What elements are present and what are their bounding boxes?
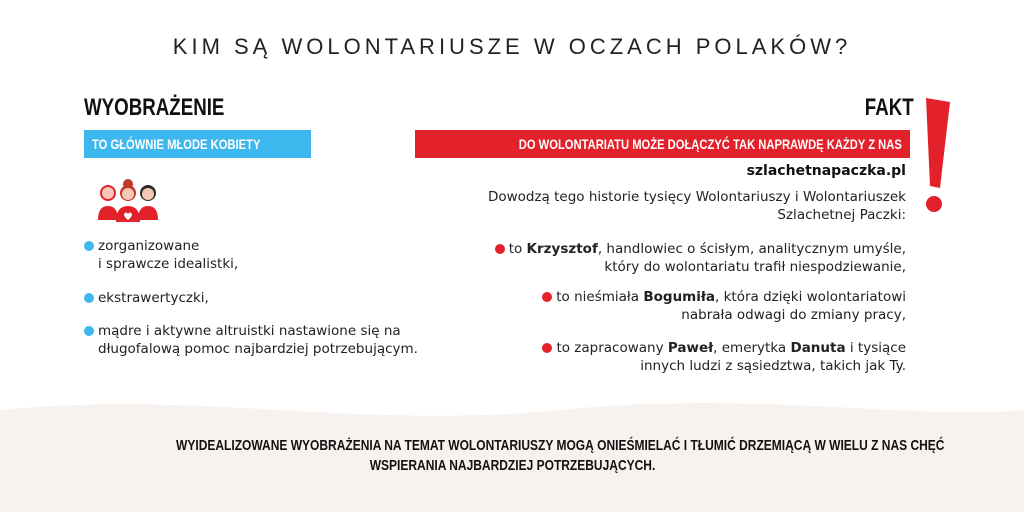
- left-tag: [84, 130, 311, 158]
- right-list-item-3: to zapracowany Paweł, emerytka Danuta i tysiące innych ludzi z sąsiedztwa, takich jak Ty.: [542, 339, 906, 375]
- right-heading: FAKT: [865, 94, 914, 121]
- bullet-dot-icon: [495, 244, 505, 254]
- left-heading: WYOBRAŻENIE: [84, 94, 225, 121]
- right-list-item-1: to Krzysztof, handlowiec o ścisłym, analitycznym umyśle, który do wolontariatu trafił niespodziewanie,: [495, 240, 906, 276]
- bottom-message: WYIDEALIZOWANE WYOBRAŻENIA NA TEMAT WOLONTARIUSZY MOGĄ ONIEŚMIELAĆ I TŁUMIĆ DRZEMIĄCĄ W WIELU Z NAS CHĘĆ WSPIERANIA NAJBARDZIEJ POTRZEBUJĄCYCH.: [176, 437, 945, 474]
- bullet-dot-icon: [84, 326, 94, 336]
- site-url: szlachetnapaczka.pl: [746, 163, 906, 179]
- left-list-item-3: mądre i aktywne altruistki nastawione się na długofalową pomoc najbardziej potrzebującym.: [84, 322, 418, 358]
- right-list-item-2: to nieśmiała Bogumiła, która dzięki wolontariatowi nabrała odwagi do zmiany pracy,: [542, 288, 906, 324]
- bullet-dot-icon: [542, 292, 552, 302]
- bullet-dot-icon: [542, 343, 552, 353]
- left-list-item-2: ekstrawertyczki,: [84, 289, 209, 307]
- right-intro: Dowodzą tego historie tysięcy Wolontariuszy i Wolontariuszek Szlachetnej Paczki:: [487, 189, 906, 223]
- exclamation-icon: [918, 96, 952, 220]
- left-list-item-1: zorganizowane i sprawcze idealistki,: [84, 237, 238, 273]
- right-tag: [415, 130, 910, 158]
- bullet-dot-icon: [84, 241, 94, 251]
- left-tag-text: TO GŁÓWNIE MŁODE KOBIETY: [92, 136, 261, 152]
- women-avatars-icon: [96, 176, 160, 226]
- right-tag-text: DO WOLONTARIATU MOŻE DOŁĄCZYĆ TAK NAPRAWDĘ KAŻDY Z NAS: [518, 136, 902, 152]
- bullet-dot-icon: [84, 293, 94, 303]
- page-title: KIM SĄ WOLONTARIUSZE W OCZACH POLAKÓW?: [172, 34, 852, 59]
